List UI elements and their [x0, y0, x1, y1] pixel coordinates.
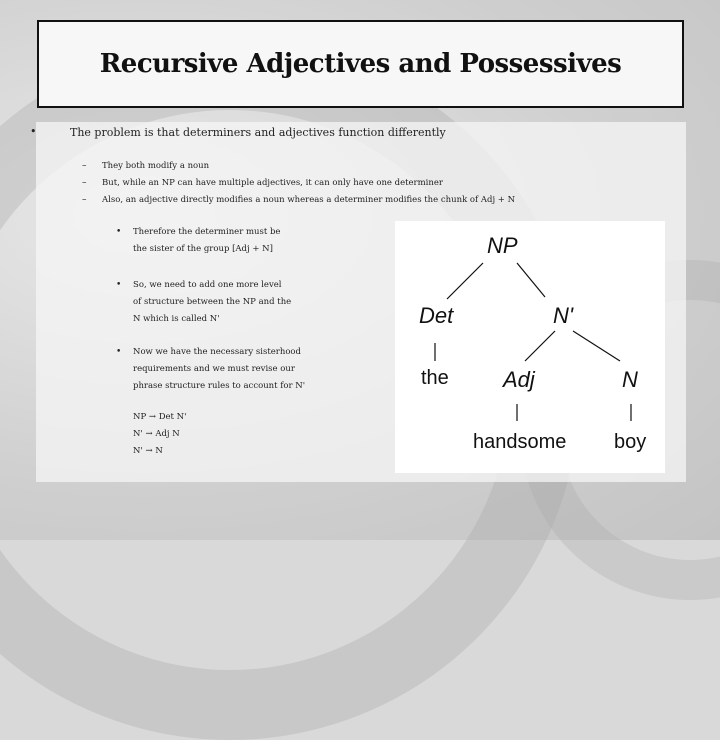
phrase-structure-rules: [133, 409, 186, 460]
branch-nbar-n: [573, 331, 620, 361]
bullet-symbol: •: [116, 280, 122, 290]
rule-nbar-adj: N' → Adj N: [133, 429, 180, 439]
node-det: Det: [419, 303, 454, 328]
main-bullet-text: The problem is that determiners and adjectives function differently: [70, 126, 446, 139]
point-therefore: Therefore the determiner must be the sister of the group [Adj + N]: [133, 227, 281, 254]
bullet-symbol: •: [116, 347, 122, 357]
rule-np: NP → Det N': [133, 412, 187, 422]
node-nbar: N': [553, 303, 574, 328]
arrow-icon: →: [148, 412, 156, 422]
sub-bullet: They both modify a noun: [102, 161, 210, 171]
rule-nbar-n: N' → N: [133, 446, 163, 456]
node-np: NP: [487, 233, 518, 258]
word-handsome: handsome: [473, 431, 567, 453]
branch-nbar-adj: [525, 331, 555, 361]
syntax-tree-diagram: [395, 221, 665, 473]
slide-title: Recursive Adjectives and Possessives: [99, 49, 622, 79]
bullet-symbol: •: [116, 227, 122, 237]
bullet-symbol: •: [30, 125, 37, 138]
sub-bullet: But, while an NP can have multiple adjectives, it can only have one determiner: [102, 178, 443, 188]
arrow-icon: →: [145, 446, 153, 456]
node-adj: Adj: [503, 367, 535, 392]
dash-symbol: –: [82, 161, 87, 171]
dash-symbol: –: [82, 195, 87, 205]
sub-bullet: Also, an adjective directly modifies a noun whereas a determiner modifies the chunk of Adj + N: [102, 195, 516, 205]
word-boy: boy: [614, 431, 647, 453]
node-n: N: [622, 367, 638, 392]
branch-np-nbar: [517, 263, 545, 297]
word-the: the: [421, 367, 449, 389]
dash-symbol: –: [82, 178, 87, 188]
branch-np-det: [447, 263, 483, 299]
title-box: [37, 20, 684, 108]
point-so: So, we need to add one more level of structure between the NP and the N which is called N': [133, 280, 292, 324]
arrow-icon: →: [145, 429, 153, 439]
point-now: Now we have the necessary sisterhood requirements and we must revise our phrase structure rules to account for N': [133, 347, 306, 391]
